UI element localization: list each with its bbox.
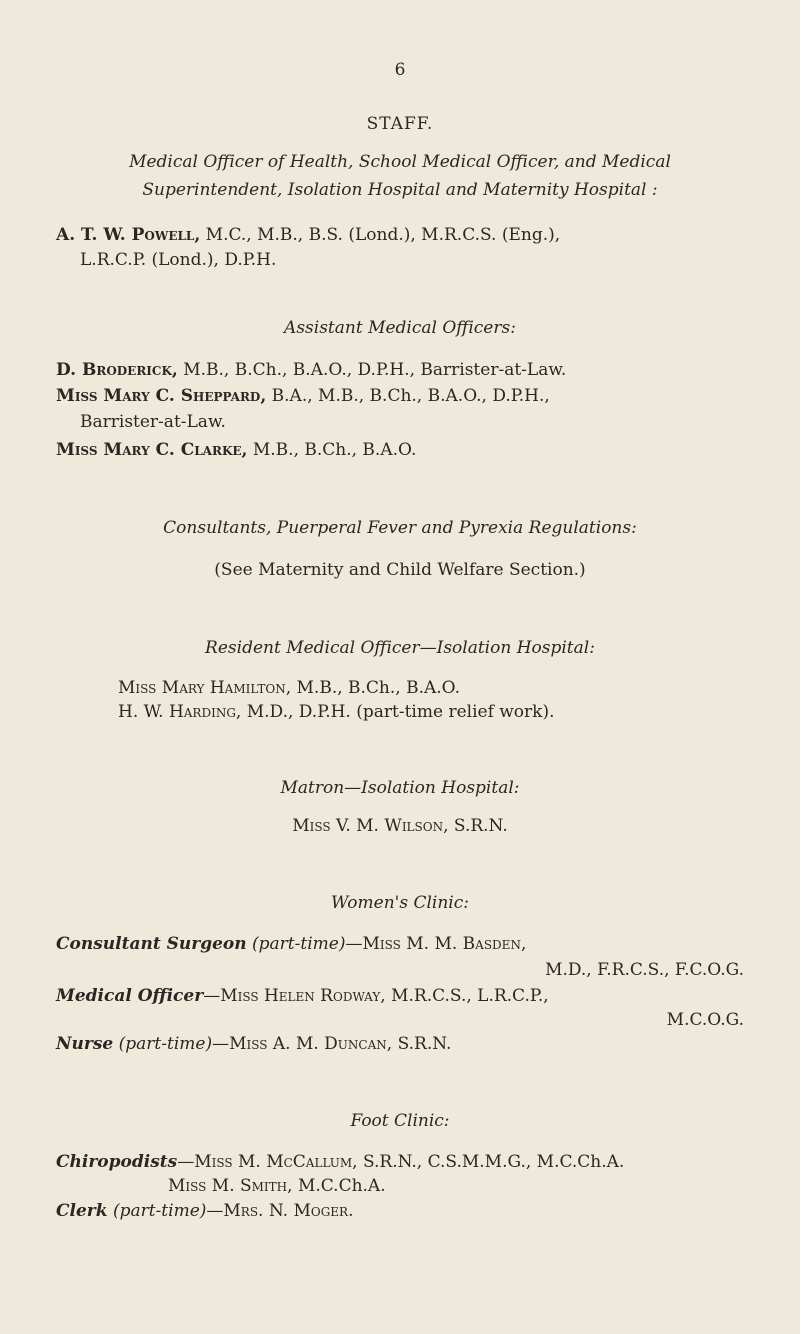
- page-title: STAFF.: [366, 114, 434, 134]
- womens-row-3-role: Nurse: [56, 1034, 114, 1054]
- page-number: 6: [394, 60, 406, 80]
- womens-row-3-name: Miss A. M. Duncan,: [229, 1034, 393, 1054]
- womens-row-2-quals-line2: M.C.O.G.: [666, 1010, 744, 1030]
- womens-row-1-paren: (part-time): [246, 934, 346, 954]
- foot-heading: Foot Clinic:: [350, 1111, 450, 1131]
- womens-row-1-quals: M.D., F.R.C.S., F.C.O.G.: [545, 960, 744, 980]
- womens-row-1-name: Miss M. M. Basden,: [362, 934, 527, 954]
- foot-row-2: [56, 1201, 354, 1221]
- womens-row-2: [56, 986, 549, 1006]
- foot-row-1-role: Chiropodists: [56, 1152, 178, 1172]
- matron-entry-1-quals: S.R.N.: [448, 816, 508, 836]
- matron-heading: Matron—Isolation Hospital:: [280, 778, 520, 798]
- moh-heading-line2: Superintendent, Isolation Hospital and Maternity Hospital :: [142, 180, 658, 200]
- assistant-entry-3: [56, 440, 416, 460]
- assistant-entry-3-quals: M.B., B.Ch., B.A.O.: [247, 440, 417, 460]
- foot-row-1-quals: S.R.N., C.S.M.M.G., M.C.Ch.A.: [357, 1152, 625, 1172]
- foot-row-1: [56, 1152, 624, 1172]
- womens-row-1: [56, 934, 526, 954]
- assistant-entry-1-name: D. Broderick,: [56, 360, 178, 380]
- resident-heading: Resident Medical Officer—Isolation Hospital:: [205, 638, 595, 658]
- consultants-note: (See Maternity and Child Welfare Section.): [214, 560, 586, 580]
- womens-row-2-quals: M.R.C.S., L.R.C.P.,: [385, 986, 549, 1006]
- foot-row-2-dash: —: [206, 1201, 224, 1221]
- womens-heading: Women's Clinic:: [330, 893, 469, 913]
- resident-entry-1: [118, 678, 460, 698]
- moh-entry-quals: M.C., M.B., B.S. (Lond.), M.R.C.S. (Eng.),: [200, 225, 561, 245]
- womens-row-2-name: Miss Helen Rodway,: [220, 986, 386, 1006]
- matron-entry-1-name: Miss V. M. Wilson,: [292, 816, 449, 836]
- womens-row-3-paren: (part-time): [113, 1034, 213, 1054]
- resident-entry-1-name: Miss Mary Hamilton,: [118, 678, 292, 698]
- moh-heading-line1: Medical Officer of Health, School Medical Officer, and Medical: [129, 152, 671, 172]
- matron-entry-1: [0, 816, 800, 836]
- assistant-entry-2-quals: B.A., M.B., B.Ch., B.A.O., D.P.H.,: [266, 386, 550, 406]
- foot-row-1-name: Miss M. McCallum,: [194, 1152, 358, 1172]
- resident-entry-1-quals: M.B., B.Ch., B.A.O.: [291, 678, 461, 698]
- consultants-heading: Consultants, Puerperal Fever and Pyrexia Regulations:: [163, 518, 637, 538]
- foot-row-2-role: Clerk: [56, 1201, 108, 1221]
- moh-entry-quals-line2: L.R.C.P. (Lond.), D.P.H.: [80, 250, 277, 270]
- assistant-entry-2-name: Miss Mary C. Sheppard,: [56, 386, 267, 406]
- womens-row-3: [56, 1034, 451, 1054]
- resident-entry-2-name: H. W. Harding,: [118, 702, 242, 722]
- womens-row-2-dash: —: [203, 986, 221, 1006]
- moh-entry: [56, 225, 560, 245]
- foot-row-1-name2: Miss M. Smith,: [168, 1176, 293, 1196]
- womens-row-1-dash: —: [345, 934, 363, 954]
- foot-row-1-line2: [168, 1176, 386, 1196]
- foot-row-1-quals2: M.C.Ch.A.: [292, 1176, 386, 1196]
- assistant-heading: Assistant Medical Officers:: [284, 318, 516, 338]
- assistant-entry-2: [56, 386, 550, 406]
- resident-entry-2-quals: M.D., D.P.H. (part-time relief work).: [241, 702, 555, 722]
- assistant-entry-1: [56, 360, 566, 380]
- foot-row-2-paren: (part-time): [107, 1201, 207, 1221]
- womens-row-1-role: Consultant Surgeon: [56, 934, 247, 954]
- resident-entry-2: [118, 702, 555, 722]
- moh-entry-name: A. T. W. Powell,: [56, 225, 201, 245]
- assistant-entry-3-name: Miss Mary C. Clarke,: [56, 440, 248, 460]
- foot-row-2-name: Mrs. N. Moger.: [223, 1201, 354, 1221]
- assistant-entry-2-quals-line2: Barrister-at-Law.: [80, 412, 226, 432]
- womens-row-2-role: Medical Officer: [56, 986, 204, 1006]
- foot-row-1-dash: —: [177, 1152, 195, 1172]
- assistant-entry-1-quals: M.B., B.Ch., B.A.O., D.P.H., Barrister-at-Law.: [177, 360, 567, 380]
- womens-row-3-quals: S.R.N.: [392, 1034, 452, 1054]
- womens-row-3-dash: —: [212, 1034, 230, 1054]
